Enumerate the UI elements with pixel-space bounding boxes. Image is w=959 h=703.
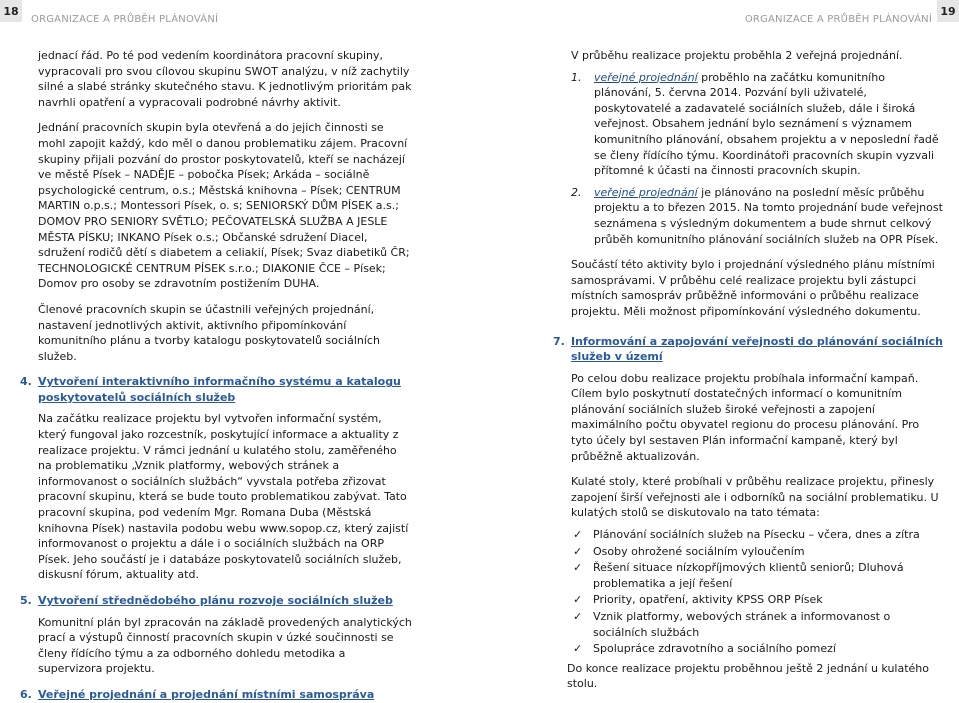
closing-paragraph: Do konce realizace projektu proběhnou ještě 2 jednání u kulatého stolu. [567,661,929,691]
section-title: Vytvoření interaktivního informačního systému a katalogu poskytovatelů sociálních služeb [38,375,401,404]
intro-paragraph: V průběhu realizace projektu proběhla 2 veřejná projednání. [571,49,903,62]
section-7 [553,334,943,365]
section-number: 6. [20,687,32,701]
hearing-text: proběhlo na začátku komunitního plánování, 5. června 2014. Pozvání byli uživatelé, poskytovatelé a zadavatelé sociálních služeb, dále i široká veřejnost. Obsahem jednání bylo seznámení s významem komunitního plánování, obsahem projektu a v neposlední řadě se členy řídícího týmu. Koordinátoři pracovních skupin vyzvali přítomné k účasti na činnosti pracovních skupin. [594,70,939,178]
running-head-right: ORGANIZACE A PRŮBĚH PLÁNOVÁNÍ [744,14,932,25]
section-4 [20,374,412,583]
left-page-column [20,48,412,703]
checkmark-icon: ✓ [573,642,583,656]
section-6 [20,687,412,703]
section-body: Komunitní plán byl zpracován na základě provedených analytických prací a výstupů činností pracovních skupin v úzké součinnosti se členy řídícího týmu a za odborného dohledu metodika a supervizora projektu. [38,615,412,676]
list-item: ✓ Spolupráce zdravotního a sociálního pomezí [573,642,836,656]
list-item: ✓ Řešení situace nízkopříjmových klientů seniorů; Dluhová problematika a její řešení [573,561,904,590]
paragraph: jednací řád. Po té pod vedením koordinátora pracovní skupiny, vypracovali pro svou cílovou skupinu SWOT analýzu, v níž zachytily silné a slabé stránky skutečného stavu. K jednotlivým prioritám pak navrhli opatření a vypracovali podrobné návrhy aktivit. [38,49,412,109]
hearing-term: veřejné projednání [594,185,698,199]
section-5 [20,593,412,677]
section-number: 5. [20,594,32,607]
paragraph: Po celou dobu realizace projektu probíhala informační kampaň. Cílem bylo poskytnutí dostatečných informací o komunitním plánování sociálních služeb široké veřejnosti a zapojení maximálního počtu obyvatel regionu do procesu plánování. Pro tyto účely byl sestaven Plán informační kampaně, který byl průběžně aktualizován. [571,371,920,463]
checkmark-icon: ✓ [573,593,583,607]
list-item: ✓ Osoby ohrožené sociálním vyloučením [573,544,805,558]
paragraph: Součástí této aktivity bylo i projednání výsledného plánu místními samosprávami. V průběhu celé realizace projektu byli zástupci místních samospráv průběžně informováni o průběhu realizace projektu. Měli možnost připomínkování výsledného dokumentu. [571,258,935,318]
paragraph: Kulaté stoly, které probíhali v průběhu realizace projektu, přinesly zapojení širší veřejnosti ale i odborníků na sociální problematiku. U kulatých stolů se diskutovalo na tato témata: [571,475,939,520]
list-item [571,185,943,247]
section-title: Informování a zapojování veřejnosti do plánování sociálních služeb v území [571,334,943,364]
section-title: Veřejné projednání a projednání místními samospráva [38,687,375,701]
list-number: 2. [571,185,582,199]
checkmark-icon: ✓ [573,561,583,575]
page-number-right: 19 [937,0,959,22]
section-title: Vytvoření střednědobého plánu rozvoje sociálních služeb [38,594,393,607]
hearings-list [571,70,943,248]
list-item [571,70,943,179]
section-number: 7. [553,334,565,348]
list-item: ✓ Vznik platformy, webových stránek a informovanost o sociálních službách [573,610,891,639]
hearing-text: je plánováno na poslední měsíc průběhu projektu a to březen 2015. Na tomto projednání bude veřejnost seznámena s výsledným dokumentem a bude shrnut celkový průběh komunitního plánování sociálních služeb na OPR Písek. [594,185,943,246]
checkmark-icon: ✓ [573,528,583,542]
list-item: ✓ Plánování sociálních služeb na Písecku – včera, dnes a zítra [573,528,920,542]
checkmark-icon: ✓ [573,610,583,623]
running-head-left: ORGANIZACE A PRŮBĚH PLÁNOVÁNÍ [31,14,219,25]
paragraph: Členové pracovních skupin se účastnili veřejných projednání, nastavení jednotlivých aktivit, aktivního připomínkování komunitního plánu a tvorby katalogu poskytovatelů sociálních služeb. [38,302,380,363]
page-number-left: 18 [0,0,22,22]
right-page-column [553,48,943,692]
topics-list [571,527,943,657]
list-item: ✓ Priority, opatření, aktivity KPSS ORP Písek [573,593,823,607]
section-body: Na začátku realizace projektu byl vytvořen informační systém, který fungoval jako rozcestník, poskytující informace a aktuality z realizace projektu. V rámci jednání u kulatého stolu, zaměřeného na problematiku „Vznik platformy, webových stránek a informovanost o sociálních službách“ vyvstala potřeba zřizovat pracovní skupinu, která se bude touto problematikou zabývat. Tato pracovní skupina, pod vedením Mgr. Romana Duba (Městská knihovna Písek) nastavila podobu webu www.sopop.cz, který zajistí informovanost o projektu a dále i o sociálních službách na ORP Písek. Jeho součástí je i databáze poskytovatelů sociálních služeb, diskusní fórum, aktuality atd. [38,412,409,582]
list-number: 1. [571,70,582,84]
paragraph: Jednání pracovních skupin byla otevřená a do jejich činnosti se mohl zapojit každý, kdo měl o danou problematiku zájem. Pracovní skupiny přijali pozvání do prostor poskytovatelů, kteří se nacházejí ve městě Písek – NADĚJE – pobočka Písek; Arkáda – sociálně psychologické centrum, o.s.; Městská knihovna – Písek; CENTRUM MARTIN o.p.s.; Montessori Písek, o. s; SENIORSKÝ DŮM PÍSEK a.s.; DOMOV PRO SENIORY SVĚTLO; PEČOVATELSKÁ SLUŽBA A JESLE MĚSTA PÍSKU; INKANO Písek o.s.; Občanské sdružení Diacel, sdružení rodičů dětí s diabetem a celiakií, Písek; Svaz diabetiků ČR; TECHNOLOGICKÉ CENTRUM PÍSEK s.r.o.; DIAKONIE ČCE – Písek; Domov pro osoby se zdravotním postižením DUHA. [38,121,410,291]
hearing-term: veřejné projednání [594,70,698,84]
checkmark-icon: ✓ [573,544,583,558]
section-number: 4. [20,375,32,389]
